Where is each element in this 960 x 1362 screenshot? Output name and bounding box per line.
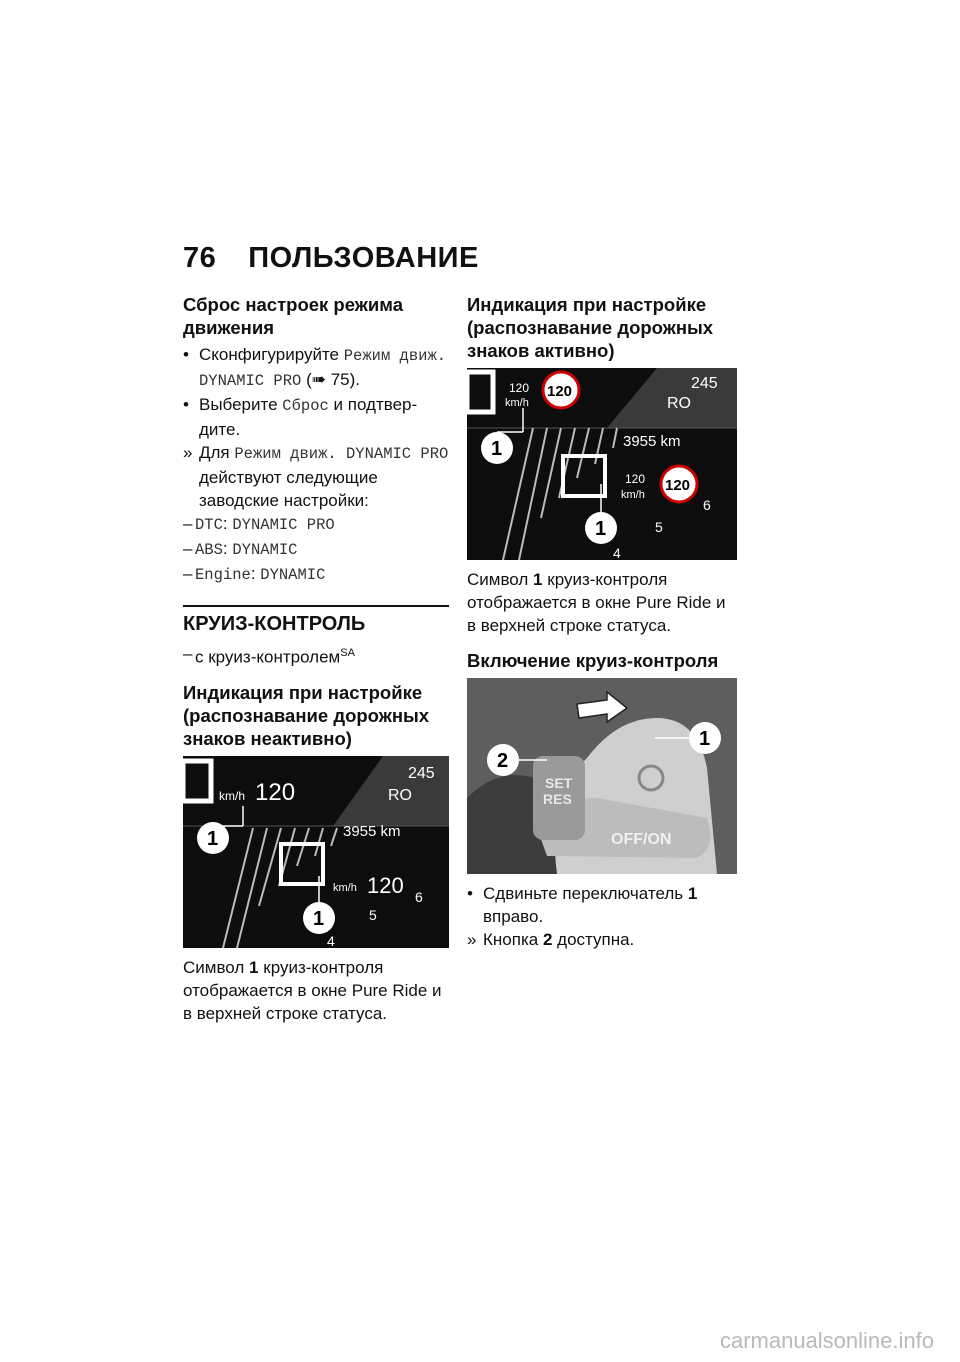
switch-result: » Кнопка 2 доступна. [467,930,635,949]
svg-text:120: 120 [547,383,573,400]
gear-6: 6 [415,888,423,905]
reset-value: Сброс [282,397,329,415]
setting-engine: – Engine: DYNAMIC [183,564,326,584]
bullet-icon: • [183,345,189,364]
svg-text:120: 120 [625,472,646,486]
svg-text:OFF/ON: OFF/ON [611,831,672,848]
svg-text:120: 120 [509,381,530,395]
svg-text:RO: RO [667,395,691,412]
svg-text:2: 2 [497,750,509,772]
svg-text:1: 1 [207,827,219,850]
left-column [183,293,449,1025]
svg-text:4: 4 [613,545,621,560]
setting-dtc: – DTC: DYNAMIC PRO [183,514,335,534]
result-arrow-icon: » [183,443,193,462]
bullet-icon: • [467,884,473,903]
speed-value: 120 [255,778,296,806]
svg-text:km/h: km/h [333,881,357,894]
svg-text:5: 5 [655,519,663,535]
svg-text:1: 1 [699,728,711,750]
page-number: 76 [183,242,217,274]
svg-text:SET: SET [545,775,573,791]
speed-unit: km/h [219,788,246,803]
page-reference: (➠ 75). [306,370,360,389]
range-label: RO [388,786,412,804]
switch-step: • Сдвиньте переключатель 1 вправо. [467,884,698,926]
gear-5: 5 [369,906,377,923]
svg-text:3955 km: 3955 km [623,433,681,450]
cruise-option: – с круиз-контролем$^{SA}$ [183,644,355,667]
chapter-title: ПОЛЬЗОВАНИЕ [248,242,479,274]
switch-figure [467,678,737,874]
reset-title: Сброс настроек режима движения [183,294,403,338]
active-title: Индикация при настройке (распознавание дорожных знаков активно) [467,294,714,361]
dashboard-figure-active [467,368,737,560]
switch-title: Включение круиз-контроля [467,650,719,671]
gear-4: 4 [327,932,335,948]
mode-value: Режим движ. DYNAMIC PRO [199,347,447,390]
svg-text:RES: RES [543,791,572,807]
svg-text:1: 1 [595,518,607,540]
svg-text:km/h: km/h [621,489,645,501]
svg-text:6: 6 [703,497,711,513]
setting-abs: – ABS: DYNAMIC [183,539,298,559]
right-column [467,293,733,951]
inactive-caption: Символ 1 круиз-контроля отображается в окне Pure Ride и в верхней строке статуса. [183,957,442,1023]
cruise-section-title: КРУИЗ-КОНТРОЛЬ [183,605,449,636]
svg-text:km/h: km/h [505,397,529,409]
inactive-title: Индикация при настройке (распознавание дорожных знаков неактивно) [183,681,430,749]
step-configure: • Сконфигурируйте Режим движ. DYNAMIC PRO (➠ 75). [183,345,447,390]
active-caption: Символ 1 круиз-контроля отображается в окне Pure Ride и в верхней строке статуса. [467,570,726,635]
svg-text:120: 120 [367,872,404,898]
fuel-range: 245 [408,764,435,782]
svg-text:1: 1 [313,907,325,930]
svg-text:1: 1 [491,438,503,460]
bullet-icon: • [183,395,189,414]
step-select-reset: • Выберите Сброс и подтвер-дите. [183,395,418,439]
result-arrow-icon: » [467,930,477,949]
watermark: carmanualsonline.info [719,1328,934,1353]
result-factory-settings: » Для Режим движ. DYNAMIC PRO действуют следующие заводские настройки: [183,443,449,510]
dashboard-figure-inactive [183,756,449,948]
page-header [183,242,479,275]
odometer: 3955 km [343,822,401,840]
svg-text:120: 120 [665,477,691,494]
svg-text:245: 245 [691,375,718,392]
